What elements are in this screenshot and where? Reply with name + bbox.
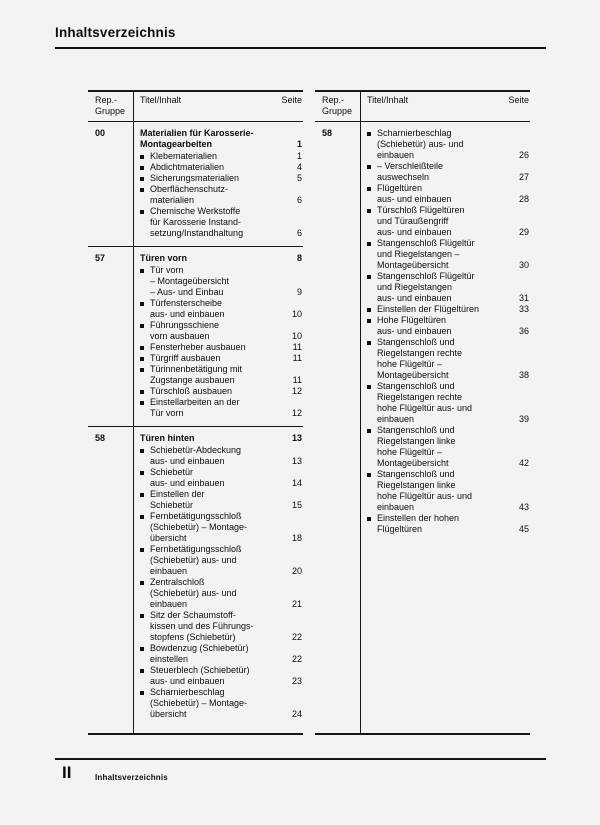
entry-page: 31 [518, 293, 529, 303]
toc-entry [140, 610, 302, 643]
column-header-titel-inhalt: Titel/Inhalt [140, 95, 182, 105]
section-title: Türen hinten [140, 433, 195, 443]
bullet-icon [367, 473, 371, 477]
bullet-icon [140, 669, 144, 673]
entry-title: Türschloß ausbauen [150, 386, 233, 396]
entry-title: Stangenschloß Flügeltür und Riegelstangen – Montageübersicht [377, 238, 475, 270]
footer-rule [55, 758, 546, 760]
toc-entry [140, 353, 302, 364]
column-header-titel-inhalt: Titel/Inhalt [367, 95, 409, 105]
bullet-icon [140, 269, 144, 273]
toc-entry [140, 151, 302, 162]
title-rule [55, 47, 546, 49]
entry-title: – Verschleißteile auswechseln [377, 161, 444, 182]
bullet-icon [140, 302, 144, 306]
section-body [361, 122, 530, 733]
entry-title: Türfensterscheibe aus- und einbauen [150, 298, 225, 319]
entry-title: Türgriff ausbauen [150, 353, 221, 363]
entry-title: Einstellarbeiten an der Tür vorn [150, 397, 240, 418]
entry-page: 12 [291, 408, 302, 418]
entry-page: 6 [296, 195, 302, 205]
bullet-icon [367, 319, 371, 323]
entry-title: Steuerblech (Schiebetür) aus- und einbauen [150, 665, 250, 686]
entry-title: Stangenschloß Flügeltür und Riegelstangen aus- und einbauen [377, 271, 475, 303]
bullet-icon [140, 346, 144, 350]
toc-entry [140, 489, 302, 511]
bullet-icon [367, 132, 371, 136]
entry-title: Türschloß Flügeltüren und Türaußengriff aus- und einbauen [377, 205, 465, 237]
entry-title: Stangenschloß und Riegelstangen linke hohe Flügeltür aus- und einbauen [377, 469, 473, 512]
toc-entry [140, 687, 302, 720]
entry-page: 24 [291, 709, 302, 719]
toc-entry [140, 265, 302, 298]
toc-entry [140, 643, 302, 665]
entry-title: Sitz der Schaumstoff- kissen und des Führungs- stopfens (Schiebetür) [150, 610, 254, 642]
entry-page: 42 [518, 458, 529, 468]
entry-page: 27 [518, 172, 529, 182]
entry-page: 43 [518, 502, 529, 512]
toc-entry [140, 320, 302, 342]
header-body [134, 92, 303, 121]
column-header-rep-gruppe: Rep.- Gruppe [88, 92, 134, 121]
entry-page: 18 [291, 533, 302, 543]
toc-table-right [315, 90, 530, 735]
toc-entry [367, 315, 529, 337]
entry-title: Einstellen der Flügeltüren [377, 304, 480, 314]
bullet-icon [140, 357, 144, 361]
bullet-icon [140, 471, 144, 475]
entry-title: Flügeltüren aus- und einbauen [377, 183, 452, 204]
toc-entry [140, 206, 302, 239]
entry-page: 28 [518, 194, 529, 204]
toc-entry [140, 173, 302, 184]
entry-page: 15 [291, 500, 302, 510]
toc-header-row [88, 92, 303, 122]
entry-page: 5 [296, 173, 302, 183]
toc-entry [140, 342, 302, 353]
entry-title: Chemische Werkstoffe für Karosserie Instand- setzung/Instandhaltung [150, 206, 244, 238]
section-title-row [140, 253, 302, 264]
section-title-row [140, 128, 302, 150]
toc-entry [367, 161, 529, 183]
entry-page: 39 [518, 414, 529, 424]
toc-header-row [315, 92, 530, 122]
header-body [361, 92, 530, 121]
toc-entry [367, 205, 529, 238]
entry-page: 38 [518, 370, 529, 380]
bullet-icon [140, 548, 144, 552]
entry-page: 20 [291, 566, 302, 576]
footer-label: Inhaltsverzeichnis [95, 773, 168, 782]
bullet-icon [140, 647, 144, 651]
section-body [134, 427, 303, 733]
bullet-icon [367, 341, 371, 345]
entry-title: Scharnierbeschlag (Schiebetür) – Montage- übersicht [150, 687, 248, 719]
entry-title: Fensterheber ausbauen [150, 342, 246, 352]
toc-columns [88, 90, 530, 735]
section-title: Türen vorn [140, 253, 188, 263]
entry-title: Bowdenzug (Schiebetür) einstellen [150, 643, 249, 664]
toc-entry [367, 381, 529, 425]
toc-entry [140, 511, 302, 544]
bullet-icon [140, 614, 144, 618]
entry-page: 11 [292, 353, 302, 363]
entry-page: 45 [518, 524, 529, 534]
entry-page: 11 [292, 375, 302, 385]
entry-title: Stangenschloß und Riegelstangen linke hohe Flügeltür – Montageübersicht [377, 425, 456, 468]
column-header-seite: Seite [281, 95, 302, 105]
entry-title: Stangenschloß und Riegelstangen rechte hohe Flügeltür – Montageübersicht [377, 337, 463, 380]
rep-group-number: 58 [315, 122, 361, 733]
entry-page: 14 [291, 478, 302, 488]
bullet-icon [140, 368, 144, 372]
entry-page: 10 [291, 309, 302, 319]
entry-title: Fernbetätigungsschloß (Schiebetür) aus- und einbauen [150, 544, 242, 576]
toc-entry [367, 469, 529, 513]
toc-entry [140, 298, 302, 320]
section-body [134, 247, 303, 426]
entry-title: Einstellen der Schiebetür [150, 489, 205, 510]
toc-table-left [88, 90, 303, 735]
toc-entry [140, 445, 302, 467]
toc-entry [367, 128, 529, 161]
entry-title: Scharnierbeschlag (Schiebetür) aus- und einbauen [377, 128, 464, 160]
entry-title: Hohe Flügeltüren aus- und einbauen [377, 315, 452, 336]
bullet-icon [367, 187, 371, 191]
entry-page: 22 [291, 632, 302, 642]
bullet-icon [140, 493, 144, 497]
entry-title: Oberflächenschutz- materialien [150, 184, 229, 205]
toc-entry [140, 397, 302, 419]
toc-entry [367, 304, 529, 315]
bullet-icon [140, 188, 144, 192]
entry-title: Einstellen der hohen Flügeltüren [377, 513, 460, 534]
entry-page: 26 [518, 150, 529, 160]
toc-section [315, 122, 530, 733]
entry-page: 4 [296, 162, 302, 172]
bullet-icon [140, 449, 144, 453]
toc-entry [140, 467, 302, 489]
toc-entry [140, 665, 302, 687]
entry-page: 10 [291, 331, 302, 341]
bullet-icon [140, 515, 144, 519]
section-title-row [140, 433, 302, 444]
bullet-icon [367, 275, 371, 279]
entry-title: Schiebetür-Abdeckung aus- und einbauen [150, 445, 242, 466]
section-title: Materialien für Karosserie- Montagearbeiten [140, 128, 254, 149]
bullet-icon [140, 177, 144, 181]
entry-page: 30 [518, 260, 529, 270]
section-body [134, 122, 303, 246]
toc-section [88, 246, 303, 426]
entry-page: 1 [296, 151, 302, 161]
bullet-icon [140, 401, 144, 405]
footer-page-number: II [62, 763, 72, 782]
bullet-icon [367, 308, 371, 312]
entry-page: 22 [291, 654, 302, 664]
section-title-page: 13 [291, 433, 302, 443]
entry-page: 13 [291, 456, 302, 466]
bullet-icon [367, 242, 371, 246]
page-title: Inhaltsverzeichnis [55, 25, 176, 40]
entry-title: Stangenschloß und Riegelstangen rechte hohe Flügeltür aus- und einbauen [377, 381, 473, 424]
entry-title: Fernbetätigungsschloß (Schiebetür) – Montage- übersicht [150, 511, 248, 543]
bullet-icon [367, 385, 371, 389]
rep-group-number: 00 [88, 122, 134, 246]
entry-page: 29 [518, 227, 529, 237]
entry-title: Tür vorn – Montageübersicht – Aus- und Einbau [150, 265, 230, 297]
bullet-icon [140, 166, 144, 170]
toc-entry [140, 544, 302, 577]
toc-entry [367, 238, 529, 271]
toc-entry [140, 577, 302, 610]
toc-entry [140, 364, 302, 386]
column-header-rep-gruppe: Rep.- Gruppe [315, 92, 361, 121]
bullet-icon [367, 429, 371, 433]
toc-section [88, 426, 303, 733]
bullet-icon [140, 210, 144, 214]
toc-entry [140, 184, 302, 206]
toc-section [88, 122, 303, 246]
entry-page: 12 [291, 386, 302, 396]
rep-group-number: 58 [88, 427, 134, 733]
toc-entry [367, 271, 529, 304]
entry-page: 36 [518, 326, 529, 336]
entry-page: 33 [518, 304, 529, 314]
toc-entry [367, 513, 529, 535]
entry-page: 9 [296, 287, 302, 297]
entry-title: Schiebetür aus- und einbauen [150, 467, 225, 488]
bullet-icon [140, 581, 144, 585]
entry-page: 21 [291, 599, 302, 609]
bullet-icon [367, 517, 371, 521]
bullet-icon [140, 324, 144, 328]
toc-entry [367, 183, 529, 205]
entry-page: 6 [296, 228, 302, 238]
bullet-icon [367, 165, 371, 169]
entry-title: Türinnenbetätigung mit Zugstange ausbauen [150, 364, 243, 385]
column-header-seite: Seite [508, 95, 529, 105]
section-title-page: 1 [296, 139, 302, 149]
toc-entry [140, 162, 302, 173]
toc-entry [367, 425, 529, 469]
entry-title: Sicherungsmaterialien [150, 173, 240, 183]
entry-title: Zentralschloß (Schiebetür) aus- und einbauen [150, 577, 237, 609]
rep-group-number: 57 [88, 247, 134, 426]
entry-title: Abdichtmaterialien [150, 162, 225, 172]
toc-entry [367, 337, 529, 381]
bullet-icon [367, 209, 371, 213]
bullet-icon [140, 390, 144, 394]
toc-entry [140, 386, 302, 397]
entry-title: Klebematerialien [150, 151, 218, 161]
bullet-icon [140, 155, 144, 159]
bullet-icon [140, 691, 144, 695]
entry-page: 23 [291, 676, 302, 686]
entry-title: Führungsschiene vorn ausbauen [150, 320, 220, 341]
entry-page: 11 [292, 342, 302, 352]
section-title-page: 8 [296, 253, 302, 263]
